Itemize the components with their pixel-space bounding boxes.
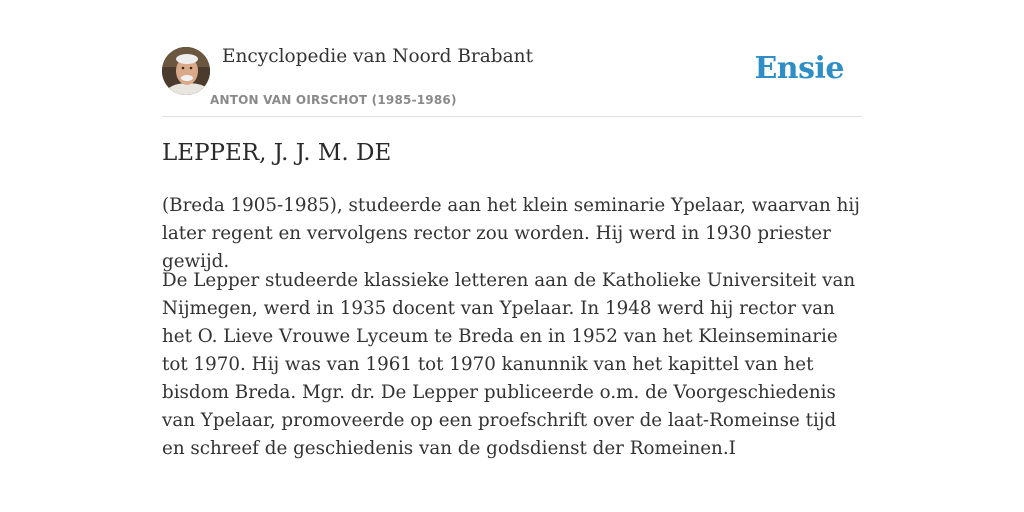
encyclopedia-title[interactable]: Encyclopedie van Noord Brabant [222, 46, 534, 67]
article-header [162, 0, 862, 117]
avatar-portrait-image [162, 47, 210, 95]
entry-title: LEPPER, J. J. M. DE [162, 140, 392, 166]
ensie-logo[interactable]: Ensie [754, 51, 844, 86]
article-page [162, 0, 862, 459]
article-paragraph: (Breda 1905-1985), studeerde aan het klein seminarie Ypelaar, waarvan hij later regent en vervolgens rector zou worden. Hij werd in 1930 priester gewijd. [162, 195, 860, 272]
author-name[interactable]: ANTON VAN OIRSCHOT (1985-1986) [210, 93, 457, 107]
article-paragraph: De Lepper studeerde klassieke letteren aan de Katholieke Universiteit van Nijmegen, werd in 1935 docent van Ypelaar. In 1948 werd hij rector van het O. Lieve Vrouwe Lyceum te Breda en in 1952 van het Kleinseminarie tot 1970. Hij was van 1961 tot 1970 kanunnik van het kapittel van het bisdom Breda. Mgr. dr. De Lepper publiceerde o.m. de Voorgeschiedenis van Ypelaar, promoveerde op een proefschrift over de laat-Romeinse tijd en schreef de geschiedenis van de godsdienst der Romeinen.I [162, 270, 856, 459]
author-avatar[interactable] [162, 47, 210, 95]
